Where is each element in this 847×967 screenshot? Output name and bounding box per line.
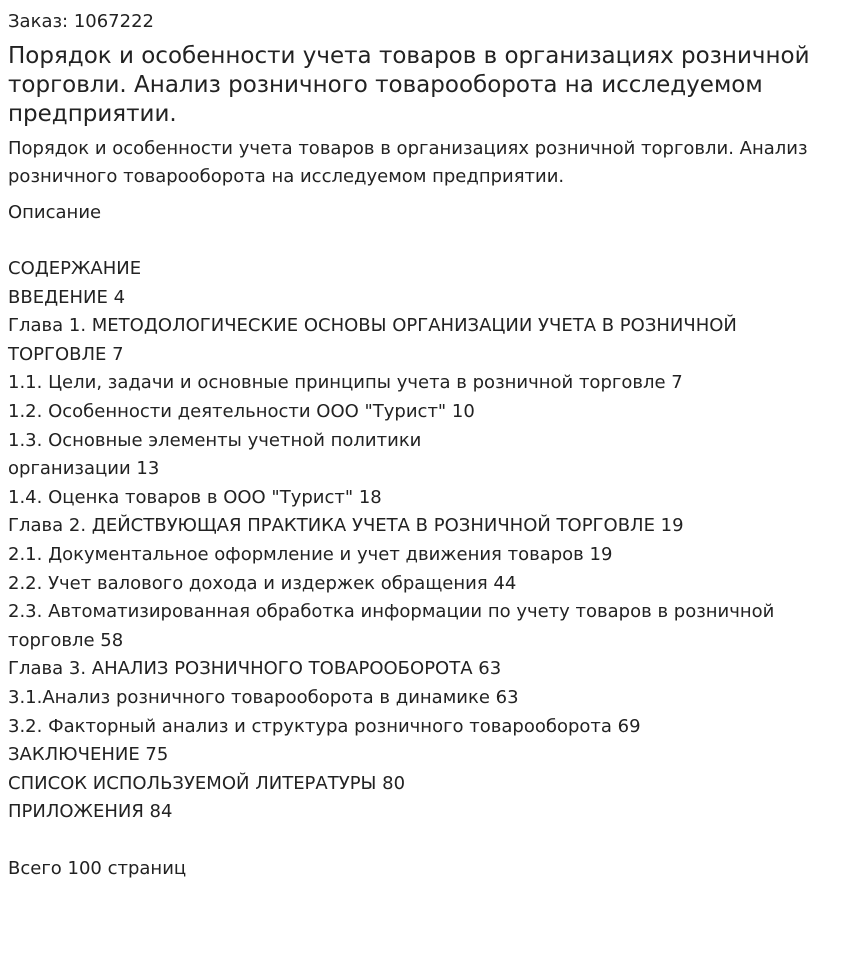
toc-item: Глава 3. АНАЛИЗ РОЗНИЧНОГО ТОВАРООБОРОТА 63: [8, 658, 502, 680]
toc-item: 1.4. Оценка товаров в ООО "Турист" 18: [8, 486, 382, 508]
toc-item: 2.2. Учет валового дохода и издержек обращения 44: [8, 572, 517, 594]
description-label: Описание: [8, 202, 102, 223]
toc-item: организации 13: [8, 458, 160, 480]
page-title: Порядок и особенности учета товаров в организациях розничной торговли. Анализ розничного товарооборота на исследуемом предприятии.: [8, 43, 810, 127]
table-of-contents: [8, 255, 839, 827]
lead-paragraph: Порядок и особенности учета товаров в организациях розничной торговли. Анализ розничного товарооборота на исследуемом предприятии.: [8, 138, 808, 187]
toc-item: 2.3. Автоматизированная обработка информации по учету товаров в розничной торговле 58: [8, 601, 775, 651]
toc-item: 3.2. Факторный анализ и структура розничного товарооборота 69: [8, 715, 641, 737]
toc-item: 1.2. Особенности деятельности ООО "Турист" 10: [8, 400, 475, 422]
toc-item: ВВЕДЕНИЕ 4: [8, 286, 126, 308]
toc-item: Глава 1. МЕТОДОЛОГИЧЕСКИЕ ОСНОВЫ ОРГАНИЗАЦИИ УЧЕТА В РОЗНИЧНОЙ ТОРГОВЛЕ 7: [8, 315, 737, 365]
toc-item: ПРИЛОЖЕНИЯ 84: [8, 801, 173, 823]
toc-item: ЗАКЛЮЧЕНИЕ 75: [8, 744, 169, 766]
toc-item: Глава 2. ДЕЙСТВУЮЩАЯ ПРАКТИКА УЧЕТА В РОЗНИЧНОЙ ТОРГОВЛЕ 19: [8, 515, 684, 537]
toc-item: 3.1.Анализ розничного товарооборота в динамике 63: [8, 686, 519, 708]
order-number: Заказ: 1067222: [8, 11, 154, 32]
toc-item: 2.1. Документальное оформление и учет движения товаров 19: [8, 543, 613, 565]
spacer: [8, 827, 839, 855]
spacer: [8, 227, 839, 255]
toc-item: СОДЕРЖАНИЕ: [8, 258, 142, 279]
total-pages: Всего 100 страниц: [8, 857, 187, 879]
toc-item: 1.1. Цели, задачи и основные принципы учета в розничной торговле 7: [8, 372, 683, 394]
toc-item: 1.3. Основные элементы учетной политики: [8, 429, 422, 451]
toc-item: СПИСОК ИСПОЛЬЗУЕМОЙ ЛИТЕРАТУРЫ 80: [8, 772, 406, 794]
